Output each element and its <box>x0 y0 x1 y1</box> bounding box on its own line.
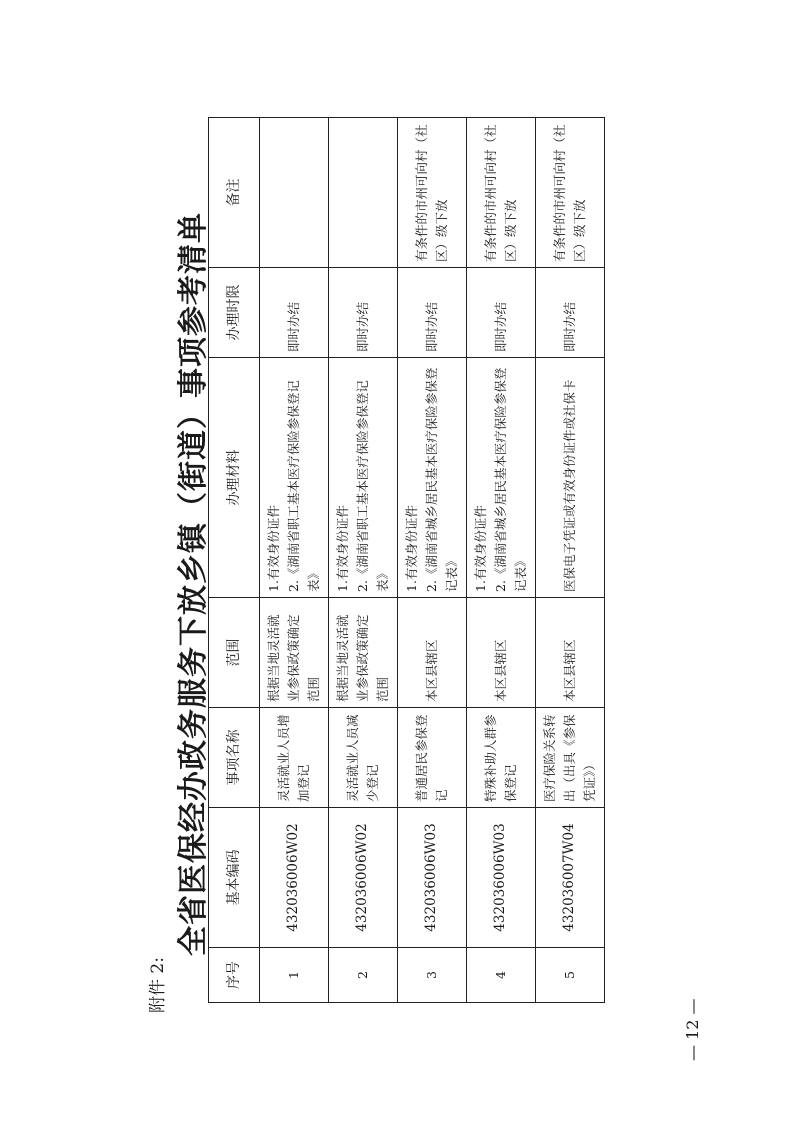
attachment-label: 附件 2: <box>148 957 168 1013</box>
table-header-row <box>209 118 260 1003</box>
cell-time-limit: 即时办结 <box>398 268 467 358</box>
cell-scope: 本区县辖区 <box>398 598 467 708</box>
table-row <box>398 118 467 1003</box>
header-time-limit: 办理时限 <box>209 268 260 358</box>
table-row <box>329 118 398 1003</box>
cell-seq: 5 <box>536 948 605 1003</box>
cell-materials: 1.有效身份证件 2.《湖南省职工基本医疗保险参保登记表》 <box>260 358 329 598</box>
cell-name: 医疗保险关系转出（出具《参保凭证》） <box>536 708 605 808</box>
cell-code: 432036006W03 <box>398 808 467 948</box>
cell-code: 432036006W02 <box>329 808 398 948</box>
cell-code: 432036007W04 <box>536 808 605 948</box>
header-name: 事项名称 <box>209 708 260 808</box>
cell-time-limit: 即时办结 <box>467 268 536 358</box>
page-number: — 12 — <box>683 998 702 1061</box>
service-list-table <box>208 117 605 1003</box>
cell-scope: 根据当地灵活就业参保政策确定范围 <box>260 598 329 708</box>
header-scope: 范围 <box>209 598 260 708</box>
table-row <box>467 118 536 1003</box>
cell-time-limit: 即时办结 <box>536 268 605 358</box>
cell-remark <box>260 118 329 268</box>
cell-remark <box>329 118 398 268</box>
cell-scope: 本区县辖区 <box>536 598 605 708</box>
page-title: 全省医保经办政务服务下放乡镇（街道）事项参考清单 <box>176 212 211 956</box>
header-materials: 办理材料 <box>209 358 260 598</box>
cell-seq: 2 <box>329 948 398 1003</box>
header-seq: 序号 <box>209 948 260 1003</box>
cell-code: 432036006W03 <box>467 808 536 948</box>
cell-remark: 有条件的市州可向村（社区）级下放 <box>536 118 605 268</box>
cell-materials: 1.有效身份证件 2.《湖南省职工基本医疗保险参保登记表》 <box>329 358 398 598</box>
cell-materials: 1.有效身份证件 2.《湖南省城乡居民基本医疗保险参保登记表》 <box>398 358 467 598</box>
cell-time-limit: 即时办结 <box>260 268 329 358</box>
cell-seq: 4 <box>467 948 536 1003</box>
cell-time-limit: 即时办结 <box>329 268 398 358</box>
cell-name: 普通居民参保登记 <box>398 708 467 808</box>
cell-remark: 有条件的市州可向村（社区）级下放 <box>467 118 536 268</box>
table-row <box>536 118 605 1003</box>
cell-name: 灵活就业人员增加登记 <box>260 708 329 808</box>
cell-scope: 根据当地灵活就业参保政策确定范围 <box>329 598 398 708</box>
header-remark: 备注 <box>209 118 260 268</box>
header-code: 基本编码 <box>209 808 260 948</box>
cell-materials: 医保电子凭证或有效身份证件或社保卡 <box>536 358 605 598</box>
cell-seq: 1 <box>260 948 329 1003</box>
cell-code: 432036006W02 <box>260 808 329 948</box>
cell-name: 灵活就业人员减少登记 <box>329 708 398 808</box>
cell-scope: 本区县辖区 <box>467 598 536 708</box>
cell-remark: 有条件的市州可向村（社区）级下放 <box>398 118 467 268</box>
cell-materials: 1.有效身份证件 2.《湖南省城乡居民基本医疗保险参保登记表》 <box>467 358 536 598</box>
cell-name: 特殊补助人群参保登记 <box>467 708 536 808</box>
cell-seq: 3 <box>398 948 467 1003</box>
table-row <box>260 118 329 1003</box>
